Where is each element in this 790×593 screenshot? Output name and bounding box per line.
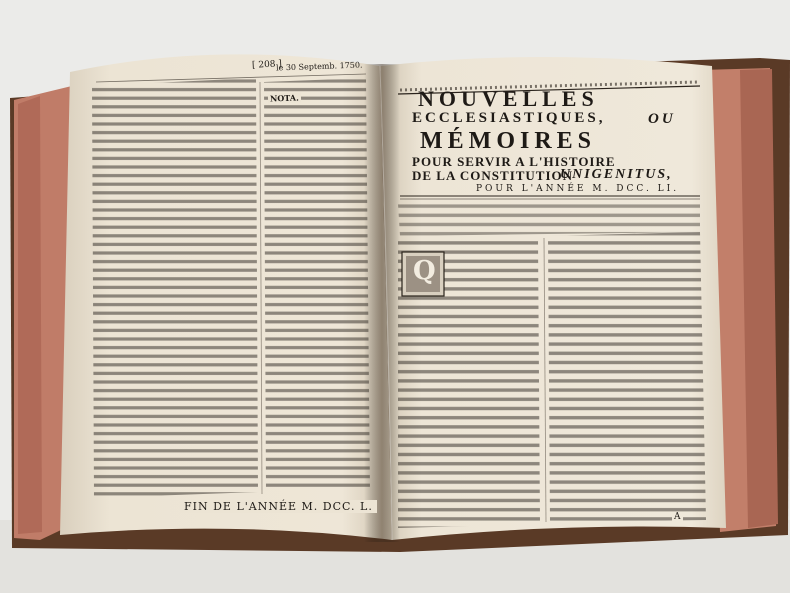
masthead-ou: OU: [648, 111, 676, 127]
right-column-2: [548, 232, 706, 522]
masthead-nouvelles: NOUVELLES: [418, 86, 599, 111]
left-column-2: [264, 78, 370, 492]
end-of-year-line: FIN DE L'ANNÉE M. DCC. L.: [180, 500, 377, 513]
left-column-1: [92, 78, 258, 498]
masthead-ecclesiastiques: ECCLESIASTIQUES,: [412, 110, 606, 126]
nota-label: NOTA.: [269, 92, 299, 104]
masthead-unigenitus: UNIGENITUS,: [560, 167, 673, 182]
masthead-year: POUR L'ANNÉE M. DCC. LI.: [476, 184, 680, 194]
masthead-pour-servir: POUR SERVIR A L'HISTOIRE: [412, 154, 616, 169]
masthead-constitution: DE LA CONSTITUTION: [412, 168, 574, 183]
page-number: [ 208 ]: [251, 59, 283, 71]
masthead-memoires: MÉMOIRES: [420, 128, 597, 154]
drop-cap-letter: Q: [413, 256, 436, 286]
signature-mark: A: [674, 512, 681, 522]
column-header-date: le 30 Septemb. 1750.: [275, 60, 363, 73]
